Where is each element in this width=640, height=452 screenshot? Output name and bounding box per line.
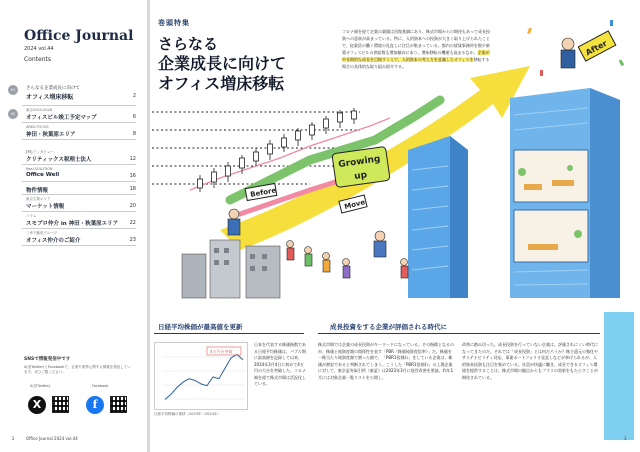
toc-badge-icon: 01 bbox=[8, 85, 18, 95]
toc-item-title: 物件情報 bbox=[26, 188, 49, 194]
toc-item-kicker: AREA FOCUS bbox=[26, 125, 49, 129]
left-page-number: 2 bbox=[12, 436, 15, 441]
toc-item[interactable] bbox=[22, 197, 136, 212]
lead-text-b: 移転する場合の具体的な取り組み紹介する。 bbox=[342, 57, 490, 69]
toc-item-page: 20 bbox=[129, 203, 136, 209]
facebook-label: Facebook bbox=[92, 384, 109, 388]
feature-lead bbox=[342, 28, 492, 70]
lead-highlight: 企業が中長期的な成長を目指すうえで、人的資本の考え方を意識したオフィスを bbox=[342, 50, 490, 62]
toc-item[interactable] bbox=[10, 108, 136, 123]
section1-rule bbox=[154, 333, 304, 334]
after-label: After bbox=[584, 38, 609, 58]
section2-rule bbox=[318, 333, 600, 334]
table-of-contents bbox=[10, 84, 136, 248]
x-label: X(旧Twitter) bbox=[30, 384, 51, 388]
toc-item-title: オフィス仲介のご紹介 bbox=[26, 238, 81, 244]
toc-item-title: スモプロ仲介 in 神田・秋葉原エリア bbox=[26, 221, 119, 227]
toc-item-page: 23 bbox=[129, 237, 136, 243]
headline-line3: オフィス増床移転 bbox=[158, 74, 285, 93]
section2-heading: 成長投資をする企業が評価される時代に bbox=[330, 323, 447, 331]
before-label: Before bbox=[249, 186, 277, 199]
toc-item-kicker: 東京主要エリア bbox=[26, 197, 51, 201]
magazine-title: Office Journal bbox=[24, 28, 134, 44]
chart-caption: 日経平均株価の推移（2023年〜2024年） bbox=[154, 412, 221, 416]
toc-item[interactable] bbox=[22, 150, 136, 165]
toc-item-page: 22 bbox=[129, 220, 136, 226]
contents-sidebar bbox=[0, 0, 147, 452]
toc-item-page: 12 bbox=[129, 156, 136, 162]
section1-heading: 日経平均株価が最高値を更新 bbox=[158, 323, 243, 331]
move-label: Move bbox=[343, 198, 366, 212]
office-interior-1 bbox=[514, 150, 588, 202]
lead-text-a: コロナ禍を経て企業の業績は回復基調にあり、株式市場からの期待もあって成長投資への意欲が高まっている。特に、人的資本への投資が大きく取り上げられたことで、従業員の働く環境の見直しに注目が集まっている。都内の賃貸事務所を数や新築オフィスビルの供給数も増加傾向にあり、増床移転の機運も高まるなか、 bbox=[342, 29, 490, 55]
sns-description: X(旧Twitter)とFacebookで、企業や業界に関する情報を発信しています。ぜひご覧ください。 bbox=[24, 365, 131, 374]
toc-item-page: 16 bbox=[129, 173, 136, 179]
decorative-blue-bar bbox=[604, 312, 634, 440]
toc-item-page: 2 bbox=[132, 93, 136, 99]
toc-item-title: マーケット情報 bbox=[26, 204, 65, 210]
person-after bbox=[561, 38, 575, 68]
right-page-number: 3 bbox=[624, 436, 627, 441]
toc-item-kicker: 東京2024-2026 bbox=[26, 108, 53, 112]
feature-kicker: 巻頭特集 bbox=[158, 19, 190, 27]
toc-item[interactable] bbox=[22, 184, 136, 195]
toc-item[interactable] bbox=[22, 231, 136, 246]
person-before bbox=[228, 209, 240, 235]
toc-item-title: オフィスビル竣工予定マップ bbox=[26, 115, 97, 121]
person-mover bbox=[374, 231, 386, 257]
headline-line2: 企業成長に向けて bbox=[158, 54, 287, 73]
toc-item[interactable] bbox=[22, 125, 136, 140]
mid-building bbox=[408, 136, 468, 298]
x-logo-icon[interactable]: X bbox=[28, 396, 46, 414]
headline-line1: さらなる bbox=[158, 35, 219, 53]
feature-headline bbox=[158, 34, 286, 94]
section1-body: 日本を代表する株価指数である日経平均株価は、バブル期に最高値を記録して以来、2024年3月4日に初めて4万円の大台を突破した。コロナ禍を経て株式市場は活況化している。 bbox=[254, 342, 306, 386]
toc-item-title: クリティックス税理士法人 bbox=[26, 157, 92, 163]
toc-item-title: 神田・秋葉原エリア bbox=[26, 132, 76, 138]
toc-item-kicker: 移転インタビュー bbox=[26, 150, 54, 154]
left-footer-title: Office Journal 2024 vol.44 bbox=[26, 436, 78, 441]
toc-item[interactable] bbox=[22, 167, 136, 182]
after-sign bbox=[578, 31, 616, 61]
toc-item-kicker: Real SOLUTION bbox=[26, 167, 53, 171]
up-label: up bbox=[353, 170, 368, 182]
toc-item-page: 8 bbox=[132, 131, 136, 137]
toc-item[interactable] bbox=[22, 214, 136, 229]
facebook-logo-icon[interactable]: f bbox=[86, 396, 104, 414]
toc-item-title: Office Well bbox=[26, 172, 60, 178]
section2-col2: 改革に踏み切った。成長投資を行っていない企業は、評価されにくい時代になってきたのだ。それでは「成長投資」とは何だろうか？株主還元の強化やサステナビリティ対応、事業ポートフォリオ見直しなどが挙げられるが、人的資本投資も注目を集めている。社員が快適に働き、成長できるオフィス環境を提供することは、株式市場の観点からもプラスの効果をもたらすことが期待されている。 bbox=[462, 342, 598, 380]
nikkei-series-line bbox=[165, 355, 243, 400]
toc-item-title-line1: さらなる企業成長に向けて bbox=[26, 86, 80, 91]
section2-col1: 株式市場では企業の成長投資がキーワードになっている。その指標となるのが、株価と純資産額の関係性を表す「PBR（株価純資産倍率）」だ。株価を一株当たり純資産額で割った値で、「PBR1倍割れ」をしている企業は、株価が割安であると判断されてしまう。こうした「PBR1倍割れ」の上場企業に対して、東京証券取引所（東証）は2023年3月に経営改善を要請。昨年1月には対象企業一覧リストを公開し、 bbox=[318, 342, 454, 380]
toc-item-kicker: コラム bbox=[26, 214, 37, 218]
nikkei-chart bbox=[154, 342, 248, 410]
toc-item-title-line2: オフィス増床移転 bbox=[26, 94, 74, 101]
chart-annotation: 4万円台突破 bbox=[210, 349, 233, 354]
toc-item-page: 6 bbox=[132, 114, 136, 120]
toc-item-kicker: 三幸不動産グループ bbox=[26, 231, 58, 235]
facebook-qr-code[interactable] bbox=[110, 396, 127, 413]
growing-label: Growing bbox=[337, 154, 382, 171]
large-building bbox=[510, 88, 620, 298]
toc-item-page: 18 bbox=[129, 186, 136, 192]
x-qr-code[interactable] bbox=[52, 396, 69, 413]
toc-item[interactable] bbox=[10, 84, 136, 106]
sns-heading: SNSで情報発信中です bbox=[24, 357, 71, 362]
magazine-issue: 2024 vol.44 bbox=[24, 46, 54, 52]
small-buildings bbox=[182, 240, 280, 298]
nikkei-chart-svg bbox=[155, 343, 249, 411]
toc-badge-icon: 02 bbox=[8, 109, 18, 119]
contents-label: Contents bbox=[24, 56, 51, 63]
growing-up-sign bbox=[332, 146, 390, 187]
